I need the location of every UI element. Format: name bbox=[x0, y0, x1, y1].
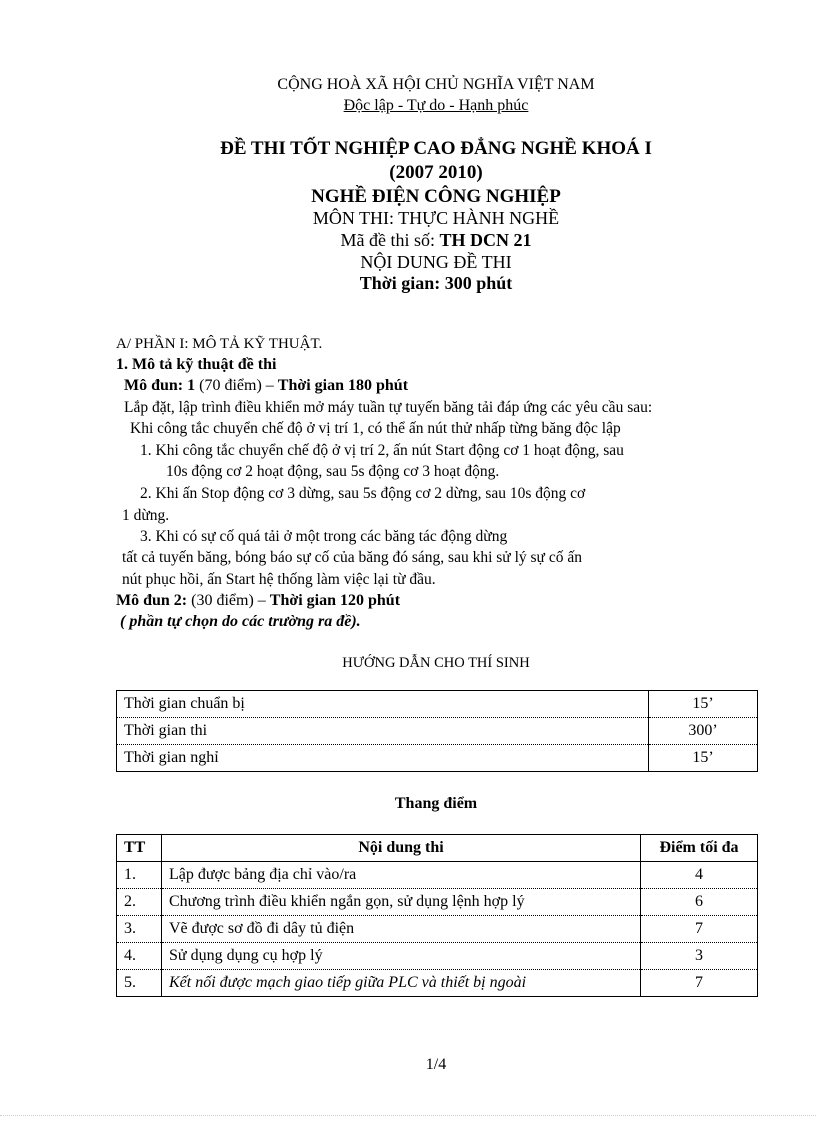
row-max: 4 bbox=[695, 866, 703, 883]
intro-line: Lắp đặt, lập trình điều khiển mở máy tuần tự tuyến băng tải đáp ứng các yêu cầu sau: bbox=[124, 399, 653, 416]
table-row bbox=[117, 943, 758, 970]
item-3-line-c: nút phục hồi, ấn Start hệ thống làm việc lại từ đầu. bbox=[122, 571, 436, 588]
motto-text: Độc lập - Tự do - Hạnh phúc bbox=[343, 97, 529, 114]
guide-table bbox=[116, 690, 758, 772]
country-header: CỘNG HOÀ XÃ HỘI CHỦ NGHĨA VIỆT NAM bbox=[277, 76, 595, 93]
module-2-label: Mô đun 2: bbox=[116, 592, 188, 609]
row-tt: 5. bbox=[117, 970, 162, 997]
table-row bbox=[117, 916, 758, 943]
table-row bbox=[117, 745, 758, 772]
exam-years: (2007 2010) bbox=[389, 162, 483, 183]
item-1-line-a: 1. Khi công tắc chuyển chế độ ở vị trí 2, ấn nút Start động cơ 1 hoạt động, sau bbox=[140, 442, 624, 459]
row-max: 7 bbox=[695, 974, 703, 991]
exam-code bbox=[0, 230, 816, 251]
module-1-points: (70 điểm) – bbox=[195, 377, 278, 394]
profession-title: NGHỀ ĐIỆN CÔNG NGHIỆP bbox=[311, 186, 561, 207]
page-number: 1/4 bbox=[425, 1056, 447, 1073]
exam-code-label: Mã đề thi số: bbox=[340, 230, 440, 250]
guide-value: 15’ bbox=[692, 749, 714, 766]
exam-time: Thời gian: 300 phút bbox=[359, 273, 513, 293]
table-header-row bbox=[117, 835, 758, 862]
header-tt: TT bbox=[117, 835, 162, 862]
grading-table bbox=[116, 834, 758, 997]
row-max: 6 bbox=[695, 893, 703, 910]
section-1-heading: 1. Mô tả kỹ thuật đề thi bbox=[116, 356, 277, 373]
row-content: Vẽ được sơ đồ đi dây tủ điện bbox=[162, 916, 641, 943]
item-3-line-b: tất cả tuyến băng, bóng báo sự cố của băng đó sáng, sau khi sử lý sự cố ấn bbox=[122, 549, 582, 566]
row-tt: 1. bbox=[117, 862, 162, 889]
motto bbox=[0, 97, 816, 115]
row-max: 7 bbox=[695, 920, 703, 937]
table-row bbox=[117, 862, 758, 889]
module-2-points: (30 điểm) – bbox=[187, 592, 270, 609]
row-tt: 2. bbox=[117, 889, 162, 916]
exam-title: ĐỀ THI TỐT NGHIỆP CAO ĐẲNG NGHỀ KHOÁ I bbox=[220, 138, 652, 159]
header-max: Điểm tối đa bbox=[659, 839, 739, 856]
row-max: 3 bbox=[695, 947, 703, 964]
module-2-note: ( phần tự chọn do các trường ra đề). bbox=[120, 613, 361, 630]
guide-label: Thời gian chuẩn bị bbox=[117, 691, 649, 718]
guide-label: Thời gian nghỉ bbox=[117, 745, 649, 772]
row-content: Kết nối được mạch giao tiếp giữa PLC và thiết bị ngoài bbox=[162, 970, 641, 997]
header-content: Nội dung thi bbox=[162, 835, 641, 862]
row-content: Lập được bảng địa chỉ vào/ra bbox=[162, 862, 641, 889]
table-row bbox=[117, 691, 758, 718]
row-content: Chương trình điều khiển ngắn gọn, sử dụng lệnh hợp lý bbox=[162, 889, 641, 916]
exam-code-value: TH DCN 21 bbox=[439, 230, 532, 250]
guide-value: 300’ bbox=[688, 722, 718, 739]
table-row bbox=[117, 718, 758, 745]
subject-title: MÔN THI: THỰC HÀNH NGHỀ bbox=[312, 208, 560, 228]
table-row bbox=[117, 970, 758, 997]
row-content: Sử dụng dụng cụ hợp lý bbox=[162, 943, 641, 970]
guide-title: HƯỚNG DẪN CHO THÍ SINH bbox=[342, 655, 530, 671]
section-a-heading: A/ PHẦN I: MÔ TẢ KỸ THUẬT. bbox=[116, 336, 323, 352]
row-tt: 3. bbox=[117, 916, 162, 943]
row-tt: 4. bbox=[117, 943, 162, 970]
mode-line: Khi công tắc chuyển chế độ ở vị trí 1, có thể ấn nút thử nhấp từng băng độc lập bbox=[130, 420, 621, 437]
item-2-line-b: 1 dừng. bbox=[122, 507, 170, 524]
module-1-line bbox=[124, 377, 408, 395]
module-2-time: Thời gian 120 phút bbox=[269, 592, 401, 609]
module-1-time: Thời gian 180 phút bbox=[277, 377, 409, 394]
grading-title: Thang điểm bbox=[394, 795, 478, 812]
content-title: NỘI DUNG ĐỀ THI bbox=[360, 252, 512, 272]
module-1-label: Mô đun: 1 bbox=[124, 377, 196, 394]
module-2-line bbox=[116, 592, 400, 610]
item-2-line-a: 2. Khi ấn Stop động cơ 3 dừng, sau 5s động cơ 2 dừng, sau 10s động cơ bbox=[140, 485, 586, 502]
guide-label: Thời gian thi bbox=[117, 718, 649, 745]
item-1-line-b: 10s động cơ 2 hoạt động, sau 5s động cơ 3 hoạt động. bbox=[166, 463, 500, 480]
guide-value: 15’ bbox=[692, 695, 714, 712]
item-3-line-a: 3. Khi có sự cố quá tải ở một trong các băng tác động dừng bbox=[140, 528, 508, 545]
page-bottom-divider bbox=[0, 1115, 816, 1116]
table-row bbox=[117, 889, 758, 916]
